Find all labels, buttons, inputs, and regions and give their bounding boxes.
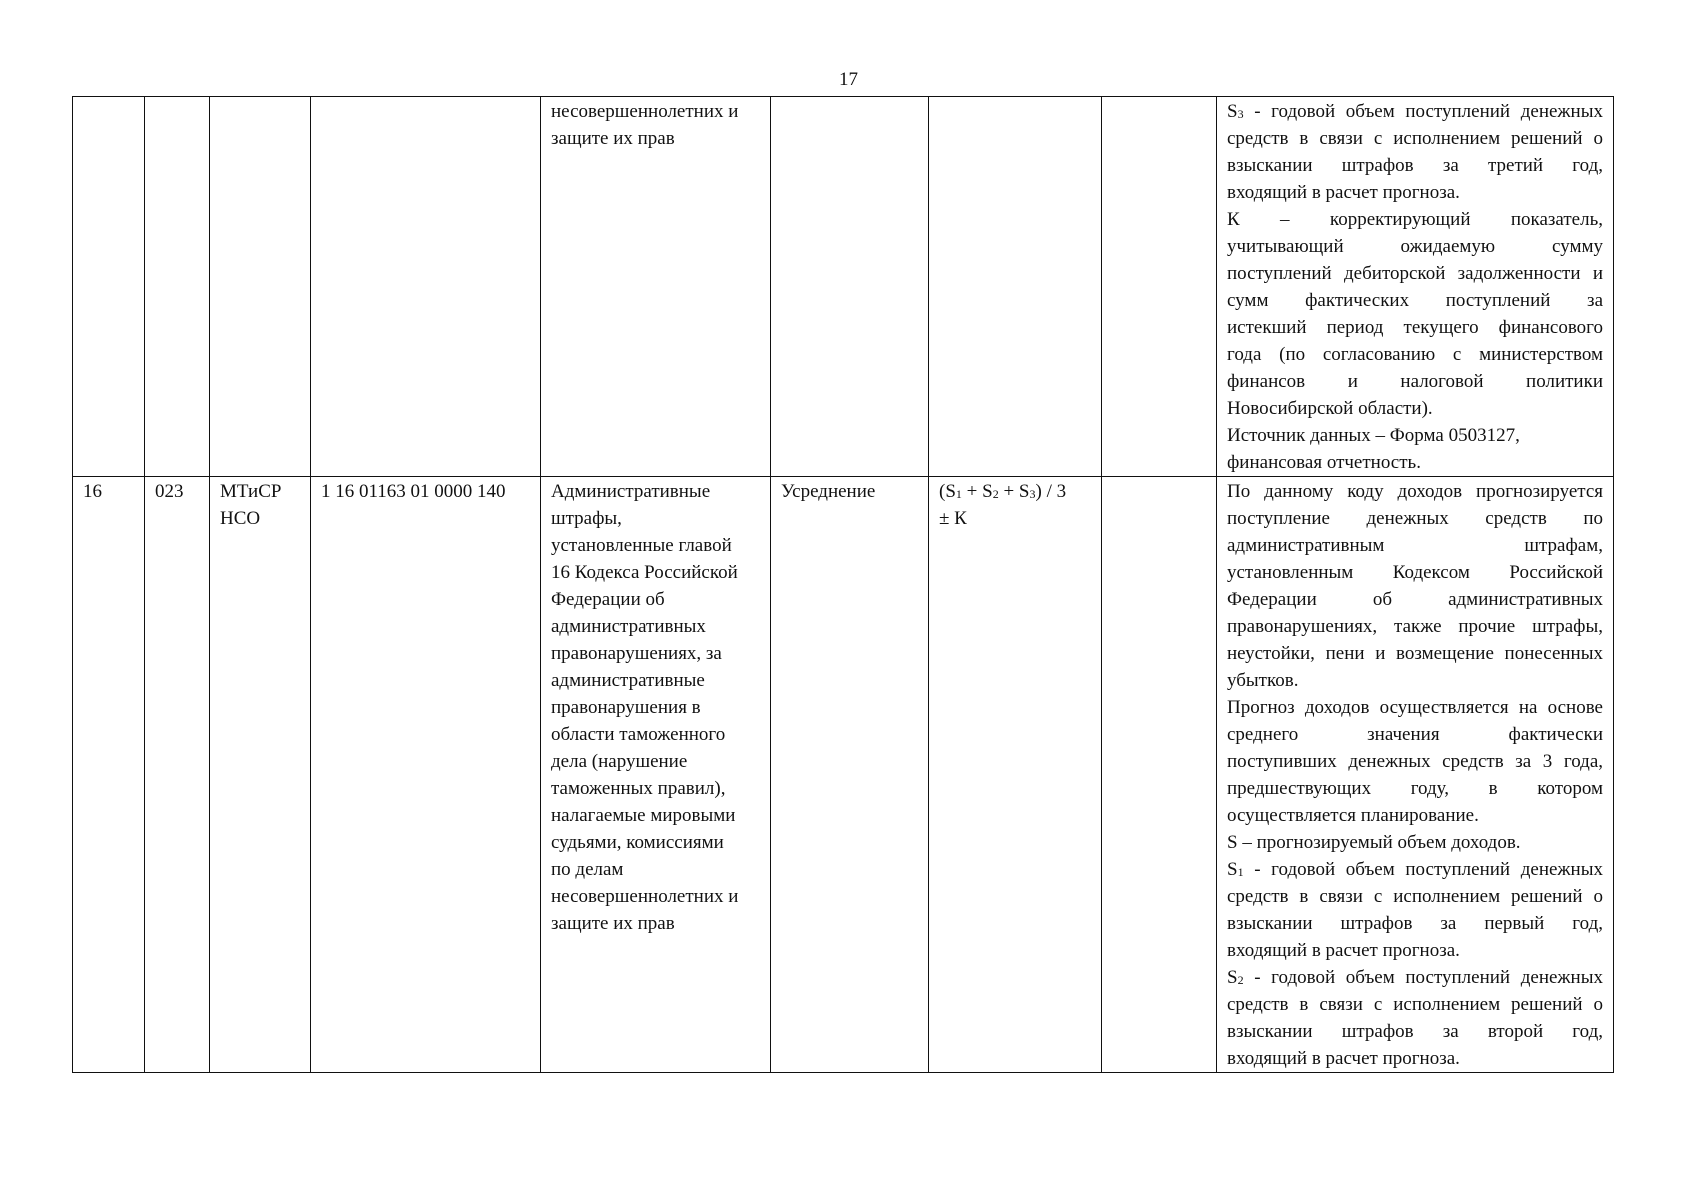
- revenue-name-line: Федерации об: [551, 589, 665, 610]
- kbk-cell: [311, 97, 541, 477]
- description-paragraph-k: К – корректирующий показатель, учитывающий ожидаемую сумму поступлений дебиторской задолженности и сумм фактических поступлений за истекший период текущего финансового года (по согласованию с министерством финансов и налоговой политики Новосибирской области).: [1227, 209, 1603, 419]
- description-paragraph-s1: $S_1$ - годовой объем поступлений денежных средств в связи с исполнением решений о взыскании штрафов за первый год, входящий в расчет прогноза.: [1227, 859, 1603, 961]
- formula-line: $(S_1 + S_2 + S_3) / 3$: [939, 481, 1067, 502]
- formula-cell: [929, 97, 1102, 477]
- revenue-name-line: судьями, комиссиями: [551, 832, 724, 853]
- description-paragraph-source: Источник данных – Форма 0503127, финансовая отчетность.: [1227, 425, 1520, 473]
- revenue-name-line: административные: [551, 670, 705, 691]
- revenue-name-cell: [541, 97, 771, 477]
- page-number: 17: [839, 69, 858, 90]
- administrator-line: МТиСР: [220, 481, 282, 502]
- code-cell: 023: [145, 477, 210, 1073]
- revenue-name-line: правонарушениях, за: [551, 643, 722, 664]
- method-cell: Усреднение: [771, 477, 929, 1073]
- row-number-cell: 16: [73, 477, 145, 1073]
- row-number-cell: [73, 97, 145, 477]
- method-cell: [771, 97, 929, 477]
- extra-cell: [1102, 97, 1217, 477]
- extra-cell: [1102, 477, 1217, 1073]
- revenue-name-line: дела (нарушение: [551, 751, 688, 772]
- administrator-cell: [210, 97, 311, 477]
- description-cell: [1217, 97, 1614, 477]
- revenue-name-line: таможенных правил),: [551, 778, 726, 799]
- description-paragraph-intro: По данному коду доходов прогнозируется поступление денежных средств по административным штрафам, установленным Кодексом Российской Федерации об административных правонарушениях, также прочие штрафы, неустойки, пени и возмещение понесенных убытков.: [1227, 481, 1603, 691]
- code-cell: [145, 97, 210, 477]
- administrator-line: НСО: [220, 508, 261, 529]
- revenue-name-line: административных: [551, 616, 706, 637]
- revenue-name-line: штрафы,: [551, 508, 622, 529]
- revenue-name-line: области таможенного: [551, 724, 726, 745]
- formula-line: ± К: [939, 508, 967, 529]
- revenue-forecast-table: [72, 96, 1614, 1073]
- revenue-name-cell: [541, 477, 771, 1073]
- revenue-name-line: несовершеннолетних и: [551, 886, 739, 907]
- revenue-name-line: по делам: [551, 859, 624, 880]
- description-paragraph-s2: $S_2$ - годовой объем поступлений денежных средств в связи с исполнением решений о взыскании штрафов за второй год, входящий в расчет прогноза.: [1227, 967, 1603, 1069]
- description-paragraph-s: S – прогнозируемый объем доходов.: [1227, 832, 1521, 853]
- description-paragraph-s3: $S_3$ - годовой объем поступлений денежных средств в связи с исполнением решений о взыскании штрафов за третий год, входящий в расчет прогноза.: [1227, 101, 1603, 203]
- kbk-cell: 1 16 01163 01 0000 140: [311, 477, 541, 1073]
- administrator-cell: [210, 477, 311, 1073]
- table-row: [73, 477, 1614, 1073]
- description-paragraph-method: Прогноз доходов осуществляется на основе среднего значения фактически поступивших денежных средств за 3 года, предшествующих году, в котором осуществляется планирование.: [1227, 697, 1603, 826]
- revenue-name-line: установленные главой: [551, 535, 732, 556]
- revenue-name-line: защите их прав: [551, 913, 675, 934]
- revenue-name-line: защите их прав: [551, 128, 675, 149]
- revenue-name-line: 16 Кодекса Российской: [551, 562, 738, 583]
- table-row: [73, 97, 1614, 477]
- revenue-name-line: несовершеннолетних и: [551, 101, 739, 122]
- revenue-name-line: Административные: [551, 481, 711, 502]
- revenue-name-line: правонарушения в: [551, 697, 701, 718]
- description-cell: [1217, 477, 1614, 1073]
- formula-cell: [929, 477, 1102, 1073]
- revenue-name-line: налагаемые мировыми: [551, 805, 736, 826]
